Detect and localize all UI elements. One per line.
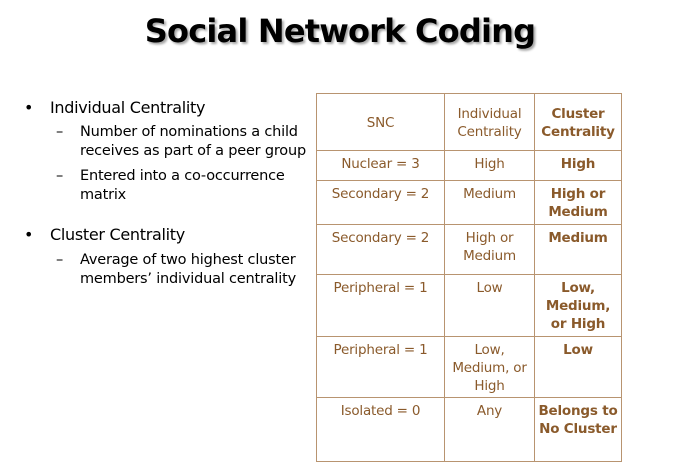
- slide-title: Social Network Coding: [144, 12, 536, 50]
- table-cell: Any: [445, 398, 535, 462]
- snc-table: [316, 93, 622, 462]
- table-row: [317, 275, 622, 337]
- table-row: [317, 398, 622, 462]
- header-cell: Individual Centrality: [445, 94, 535, 151]
- table-row: [317, 225, 622, 275]
- table-row: [317, 337, 622, 398]
- sub-bullet: [22, 167, 317, 205]
- table-cell: High or Medium: [535, 181, 622, 225]
- dash-icon: –: [56, 168, 64, 184]
- sub-bullet-text: Number of nominations a child receives as part of a peer group: [80, 124, 306, 159]
- table-cell: Nuclear = 3: [317, 151, 445, 181]
- bullet-text: Individual Centrality: [50, 98, 206, 117]
- bullet-dot-icon: •: [24, 98, 34, 117]
- table-cell: Medium: [535, 225, 622, 275]
- table-cell: Isolated = 0: [317, 398, 445, 462]
- sub-bullet-text: Entered into a co-occurrence matrix: [80, 168, 285, 203]
- table-cell: Low: [535, 337, 622, 398]
- table-cell: Belongs to No Cluster: [535, 398, 622, 462]
- bullet-individual-centrality: [22, 98, 317, 118]
- table-header-row: [317, 94, 622, 151]
- bullet-text: Cluster Centrality: [50, 225, 185, 244]
- bullet-list: [22, 98, 317, 289]
- table-cell: Peripheral = 1: [317, 275, 445, 337]
- table-cell: Low, Medium, or High: [445, 337, 535, 398]
- sub-bullet: [22, 123, 317, 161]
- bullet-dot-icon: •: [24, 225, 34, 244]
- table-cell: High or Medium: [445, 225, 535, 275]
- table-cell: Peripheral = 1: [317, 337, 445, 398]
- table-row: [317, 181, 622, 225]
- table-cell: Secondary = 2: [317, 225, 445, 275]
- table-cell: High: [535, 151, 622, 181]
- table-cell: Low, Medium, or High: [535, 275, 622, 337]
- dash-icon: –: [56, 124, 64, 140]
- bullet-cluster-centrality: [22, 225, 317, 245]
- table-cell: Secondary = 2: [317, 181, 445, 225]
- sub-bullet: [22, 251, 317, 289]
- header-cell: SNC: [317, 94, 445, 151]
- header-cell: Cluster Centrality: [535, 94, 622, 151]
- dash-icon: –: [56, 252, 64, 268]
- table-row: [317, 151, 622, 181]
- table-cell: Medium: [445, 181, 535, 225]
- sub-bullet-text: Average of two highest cluster members’ individual centrality: [80, 252, 296, 287]
- table-cell: Low: [445, 275, 535, 337]
- table-cell: High: [445, 151, 535, 181]
